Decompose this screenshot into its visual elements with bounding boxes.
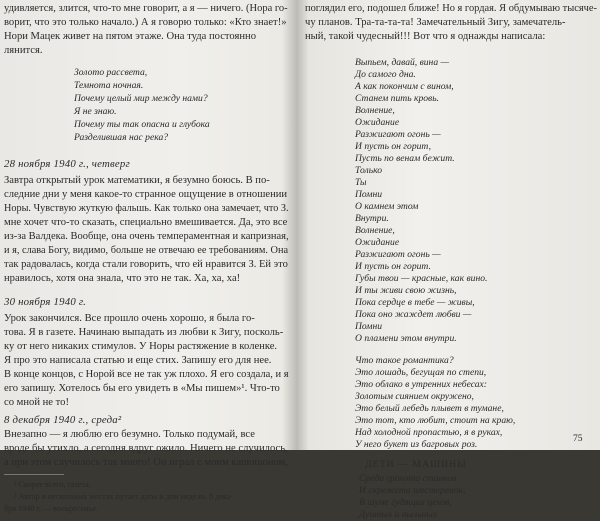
poem-line: Это тот, кто любит, стоит на краю,	[355, 415, 516, 426]
text-line: Урок закончился. Все прошло очень хорошо, я была го-	[4, 313, 255, 324]
poem-line: Выпьем, давай, вина —	[355, 57, 450, 68]
text-line: ку от него никаких стимулов. У Норы растяжение в коленке.	[4, 341, 278, 352]
poem-line: И скрежета шестеренок,	[359, 485, 466, 496]
poem-line: Я не знаю.	[74, 106, 117, 117]
text-line: Завтра открытый урок математики, я безумно боюсь. В по-	[4, 175, 270, 186]
entry-heading: 28 ноября 1940 г., четверг	[4, 158, 130, 170]
poem-line: Почему целый мир между нами?	[74, 93, 208, 104]
footnote: ² Автор в нескольких местах путает даты и дни недели. 8 дека-	[14, 492, 234, 501]
text-line: его запишу. Хотелось бы его увидеть в «Мы пишем»¹. Что-то	[4, 383, 280, 394]
poem-line: А как покончим с вином,	[355, 81, 454, 92]
text-line: мне хочет что-то сказать, специально вмешивается. Да, это все	[4, 217, 288, 228]
text-line: ворит, что это только начало.) А я говорю только: «Кто знает!»	[4, 17, 287, 28]
poem-line: И пусть он горит.	[355, 261, 431, 272]
text-line: так радовалась, когда стали говорить, что ей нравится З. Ей это	[4, 259, 288, 270]
poem-line: Разделившая нас река?	[74, 132, 169, 143]
poem-line: Только	[355, 165, 383, 176]
footnote: ¹ Скорее всего, газета.	[14, 480, 91, 489]
poem-line: Это облако в утренних небесах:	[355, 379, 487, 390]
text-line: Норы. Чувствую жуткую фальшь. Как только она замечает, что З.	[4, 203, 289, 214]
text-line: нравилось, хотя она знала, что это не так. Ха, ха, ха!	[4, 273, 241, 284]
poem-line: Над холодной пропастью, я в руках,	[355, 427, 503, 438]
poem-line: Волнение,	[355, 225, 395, 236]
poem-line: Пока сердце в тебе — живы,	[355, 297, 475, 308]
text-line: лянится.	[4, 45, 43, 56]
right-page	[303, 0, 600, 520]
poem-line: Разжигают огонь —	[355, 249, 441, 260]
poem-line: Это белый лебедь плывет в тумане,	[355, 403, 504, 414]
text-line: Внезапно — я люблю его безумно. Только подумай, все	[4, 429, 255, 440]
text-line: Нори Мацек живет на пятом этаже. Она туда постоянно	[4, 31, 256, 42]
entry-heading: 30 ноября 1940 г.	[4, 296, 86, 308]
left-page	[0, 0, 292, 513]
poem-line: Среди грохота станков	[359, 473, 457, 484]
page-number: 75	[573, 434, 583, 444]
poem-title: ДЕТИ — МАШИНЫ	[365, 459, 467, 470]
text-line: со мной не то!	[4, 397, 69, 408]
poem-line: Ты	[355, 177, 367, 188]
poem-line: Помни	[355, 321, 383, 332]
footnote: бря 1940 г. — воскресенье.	[4, 504, 99, 513]
text-line: Я про это написала статью и еще стих. Запишу его для нее.	[4, 355, 272, 366]
text-line: чу планов. Тра-та-та-та! Замечательный Зигу, замечатель-	[305, 17, 566, 28]
poem-line: Помни	[355, 189, 383, 200]
poem-line: Темнота ночная.	[74, 80, 144, 91]
text-line: удивляется, злится, что-то мне говорит, а я — ничего. (Нора го-	[4, 3, 288, 14]
footnote-rule	[4, 474, 64, 475]
poem-line: Душных и пыльных	[359, 509, 438, 520]
poem-line: Золото рассвета,	[74, 67, 148, 78]
poem-line: И ты живи свою жизнь,	[355, 285, 457, 296]
text-line: вроде бы утихло, а сегодня вдруг ожило. Ничего не случилось,	[4, 443, 288, 454]
poem-line: Внутри.	[355, 213, 389, 224]
poem-line: Пусть по венам бежит.	[355, 153, 455, 164]
poem-line: В шуме гудящих цехов,	[359, 497, 452, 508]
poem-line: О пламени этом внутри.	[355, 333, 457, 344]
poem-line: О камнем этом	[355, 201, 419, 212]
text-line: това. Я в газете. Начинаю выпадать из любви к Зигу, посколь-	[4, 327, 284, 338]
poem-line: И пусть он горит,	[355, 141, 431, 152]
poem-line: Волнение,	[355, 105, 395, 116]
poem-line: Почему ты так опасна и глубока	[74, 119, 210, 130]
poem-line: Станем пить кровь.	[355, 93, 439, 104]
poem-line: У него букет из багровых роз.	[355, 439, 478, 450]
poem-line: Разжигают огонь —	[355, 129, 441, 140]
text-line: а при этом случилось так много! Он играл с моим капюшоном,	[4, 457, 288, 468]
text-line: из-за Валдека. Вообще, она очень темпераментная и капризная,	[4, 231, 289, 242]
entry-heading: 8 декабря 1940 г., среда²	[4, 414, 122, 426]
text-line: следние дни у меня какое-то странное ощущение в отношении	[4, 189, 288, 200]
poem-line: Губы твои — красные, как вино.	[355, 273, 488, 284]
poem-line: До самого дна.	[355, 69, 416, 80]
text-line: ный, такой чудесный!!! Вот что я однажды написала:	[305, 31, 546, 42]
text-line: поглядил его, подошел ближе! Но я гордая. Я обдумываю тысяче-	[305, 3, 597, 14]
text-line: В конце концов, с Норой все не так уж плохо. Я его создала, и я	[4, 369, 289, 380]
text-line: и я, слава Богу, видимо, больше не отвечаю ее требованиям. Она	[4, 245, 289, 256]
poem-line: Ожидание	[355, 237, 400, 248]
poem-line: Ожидание	[355, 117, 400, 128]
poem-line: Что такое романтика?	[355, 355, 454, 366]
poem-line: Пока оно жаждет любви —	[355, 309, 472, 320]
poem-line: Это лошадь, бегущая по степи,	[355, 367, 487, 378]
poem-line: Золотым сиянием окружено,	[355, 391, 474, 402]
